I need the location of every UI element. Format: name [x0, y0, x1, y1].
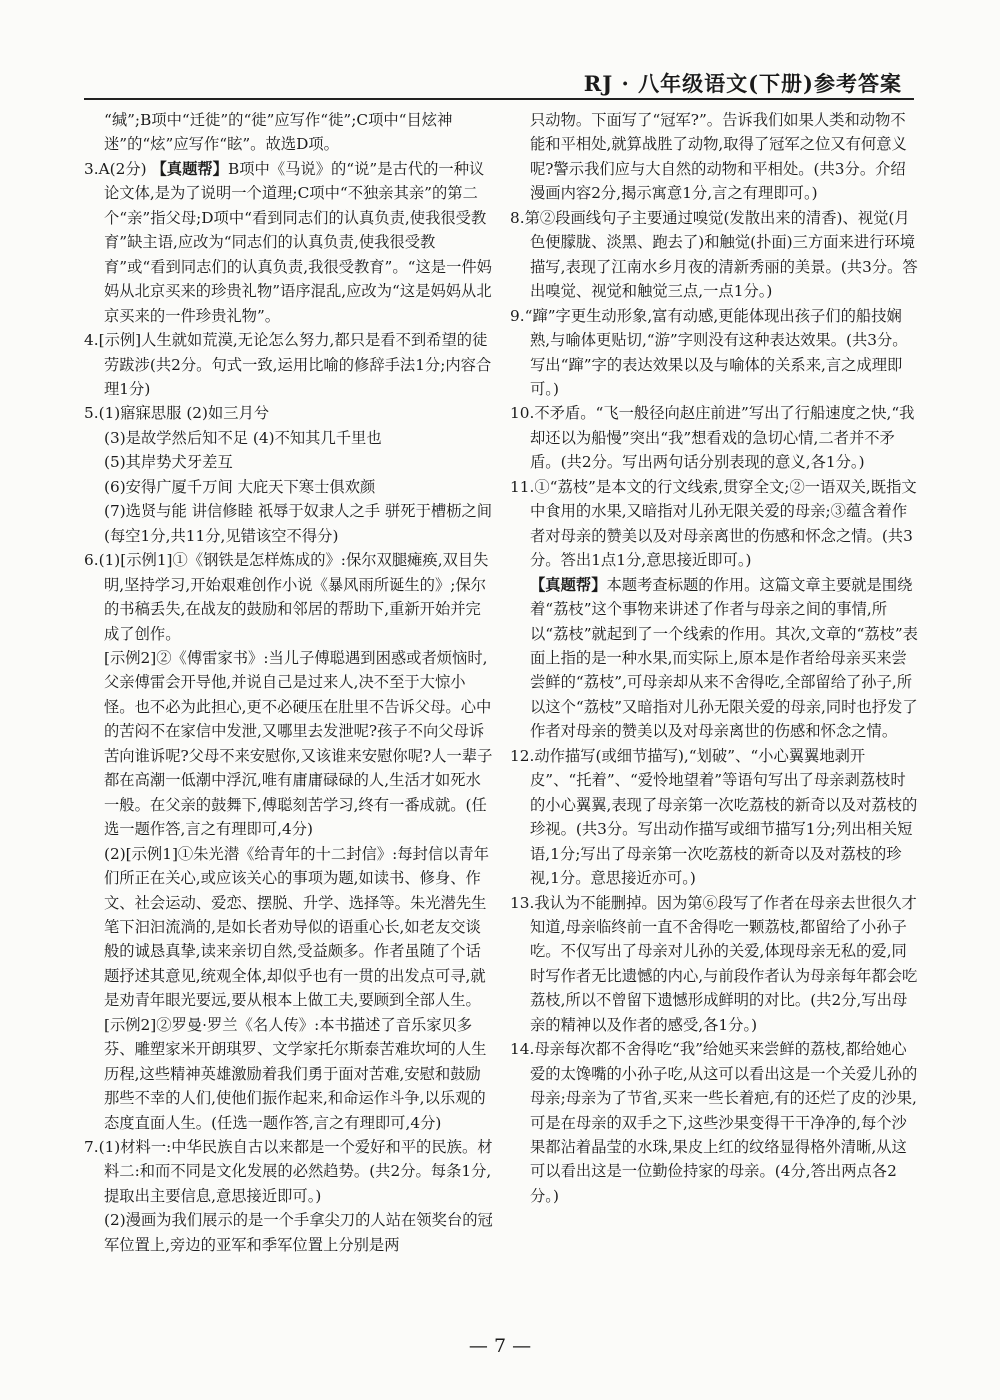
answer-5-line: (7)选贤与能 讲信修睦 祇辱于奴隶人之手 骈死于槽枥之间(每空1分,共11分,见错该空不得分) [104, 502, 493, 545]
answer-6-2-example-2: [示例2]②罗曼·罗兰《名人传》:本书描述了音乐家贝多芬、雕塑家米开朗琪罗、文学家托尔斯泰苦难坎坷的人生历程,这些精神英雄激励着我们勇于面对苦难,安慰和鼓励那些不幸的人们,使他们振作起来,和命运作斗争,以乐观的态度直面人生。(任选一题作答,言之有理即可,4分) [104, 1015, 487, 1132]
answer-10: 10.不矛盾。“飞一般径向赵庄前进”写出了行船速度之快,“我却还以为船慢”突出“我”想看戏的急切心情,二者并不矛盾。(共2分。写出两句话分别表现的意义,各1分。) [510, 404, 915, 472]
answer-11-tip [510, 573, 920, 744]
answer-5-line: (3)是故学然后知不足 (4)不知其几千里也 [104, 428, 382, 447]
answer-7-2: (2)漫画为我们展示的是一个手拿尖刀的人站在领奖台的冠军位置上,旁边的亚军和季军位置上分别是两 [104, 1211, 493, 1254]
answer-6-1-example-2: [示例2]②《傅雷家书》:当儿子傅聪遇到困惑或者烦恼时,父亲傅雷会开导他,并说自己是过来人,决不至于大惊小怪。也不必为此担心,更不必硬压在肚里不告诉父母。心中的苦闷不在家信中发泄,又哪里去发泄呢?孩子不向父母诉苦向谁诉呢?父母不来安慰你,又该谁来安慰你呢?人一辈子都在高潮一低潮中浮沉,唯有庸庸碌碌的人,生活才如死水一般。在父亲的鼓舞下,傅聪刻苦学习,终有一番成就。(任选一题作答,言之有理即可,4分) [104, 648, 493, 839]
answer-5-line: (5)其岸势犬牙差互 [104, 453, 233, 472]
answer-6-2-example-1: (2)[示例1]①朱光潜《给青年的十二封信》:每封信以青年们所正在关心,或应该关心的事项为题,如读书、修身、作文、社会运动、爱恋、摆脱、升学、选择等。朱光潜先生笔下汩汩流淌的,是如长者劝导似的语重心长,如老友交谈般的诚恳真挚,读来亲切自然,受益颇多。作者虽随了个话题抒述其意见,统观全体,却似乎也有一贯的出发点可寻,就是劝青年眼光要远,要从根本上做工夫,要顾到全部人生。 [104, 844, 490, 1010]
answer-3-body: B项中《马说》的“说”是古代的一种议论文体,是为了说明一个道理;C项中“不独亲其亲”的第二个“亲”指父母;D项中“看到同志们的认真负责,使我很受教育”缺主语,应改为“同志们的认真负责,使我很受教育”或“看到同志们的认真负责,我很受教育”。“这是一件妈妈从北京买来的珍贵礼物”语序混乱,应改为“这是妈妈从北京买来的一件珍贵礼物”。 [104, 159, 492, 325]
page-header-title: RJ · 八年级语文(下册)参考答案 [583, 71, 902, 96]
answer-12: 12.动作描写(或细节描写),“划破”、“小心翼翼地剥开皮”、“托着”、“爱怜地望着”等语句写出了母亲剥荔枝时的小心翼翼,表现了母亲第一次吃荔枝的新奇以及对荔枝的珍视。(共3分。写出动作描写或细节描写1分;列出相关短语,1分;写出了母亲第一次吃荔枝的新奇以及对荔枝的珍视,1分。意思接近亦可。) [510, 746, 918, 888]
answer-6-1-example-1: 6.(1)[示例1]①《钢铁是怎样炼成的》:保尔双腿瘫痪,双目失明,坚持学习,开始艰难创作小说《暴风雨所诞生的》;保尔的书稿丢失,在战友的鼓励和邻居的帮助下,重新开始并完成了创作。 [84, 551, 489, 643]
right-column [510, 108, 920, 1208]
answer-3-head: 3.A(2分) [84, 159, 152, 178]
answer-14: 14.母亲每次都不舍得吃“我”给她买来尝鲜的荔枝,都给她心爱的太馋嘴的小孙子吃,从这可以看出这是一个关爱儿孙的母亲;母亲为了节省,买来一些长着疤,有的还烂了皮的沙果,可是在母亲的双手之下,这些沙果变得干干净净的,每个沙果都沾着晶莹的水珠,果皮上红的纹络显得格外清晰,从这可以看出这是一位勤俭持家的母亲。(4分,答出两点各2分。) [510, 1040, 918, 1205]
answer-7-1: 7.(1)材料一:中华民族自古以来都是一个爱好和平的民族。材料二:和而不同是文化发展的必然趋势。(共2分。每条1分,提取出主要信息,意思接近即可。) [84, 1138, 493, 1205]
answer-paragraph: “缄”;B项中“迁徙”的“徙”应写作“徙”;C项中“目炫神迷”的“炫”应写作“眩”。故选D项。 [104, 111, 453, 154]
answer-11-tip-body: 本题考查标题的作用。这篇文章主要就是围绕着“荔枝”这个事物来讲述了作者与母亲之间的事情,所以“荔枝”就起到了一个线索的作用。其次,文章的“荔枝”表面上指的是一种水果,而实际上,原本是作者给母亲买来尝尝鲜的“荔枝”,可母亲却从来不舍得吃,全部留给了孙子,所以这个“荔枝”又暗指对儿孙无限关爱的母亲,同时也抒发了作者对母亲的赞美以及对母亲离世的伤感和怀念之情。 [530, 575, 918, 741]
answer-7-2-cont: 只动物。下面写了“冠军?”。告诉我们如果人类和动物不能和平相处,就算战胜了动物,取得了冠军之位又有何意义呢?警示我们应与大自然的动物和平相处。(共3分。介绍漫画内容2分,揭示寓意1分,言之有理即可。) [530, 111, 907, 203]
header-rule [84, 98, 914, 100]
answer-4: 4.[示例]人生就如荒漠,无论怎么努力,都只是看不到希望的徒劳跋涉(共2分。句式一致,运用比喻的修辞手法1分;内容合理1分) [84, 331, 492, 398]
answer-5-line: (6)安得广厦千万间 大庇天下寒士俱欢颜 [104, 477, 376, 496]
answer-11: 11.①“荔枝”是本文的行文线索,贯穿全文;②一语双关,既指文中食用的水果,又暗指对儿孙无限关爱的母亲;③蕴含着作者对母亲的赞美以及对母亲离世的伤感和怀念之情。(共3分。答出1点1分,意思接近即可。) [510, 477, 917, 570]
answer-8: 8.第②段画线句子主要通过嗅觉(发散出来的清香)、视觉(月色便朦胧、淡黑、跑去了)和触觉(扑面)三方面来进行环境描写,表现了江南水乡月夜的清新秀丽的美景。(共3分。答出嗅觉、视觉和触觉三点,一点1分。) [510, 208, 918, 301]
left-column [84, 108, 494, 1257]
tip-label: 【真题帮】 [151, 159, 228, 178]
tip-label: 【真题帮】 [530, 575, 607, 594]
answer-5-line: 5.(1)寤寐思服 (2)如三月兮 [84, 404, 270, 423]
answer-3 [84, 157, 494, 328]
page-number: — 7 — [468, 1335, 532, 1357]
answer-13: 13.我认为不能删掉。因为第⑥段写了作者在母亲去世很久才知道,母亲临终前一直不舍得吃一颗荔枝,都留给了小孙子吃。不仅写出了母亲对儿孙的关爱,体现母亲无私的爱,同时写作者无比遗憾的内心,与前段作者认为母亲每年都会吃荔枝,所以不曾留下遗憾形成鲜明的对比。(共2分,写出母亲的精神以及作者的感受,各1分。) [510, 893, 918, 1034]
answer-9: 9.“蹿”字更生动形象,富有动感,更能体现出孩子们的船技娴熟,与喻体更贴切,“游”字则没有这种表达效果。(共3分。写出“蹿”字的表达效果以及与喻体的关系来,言之成理即可。) [510, 306, 908, 398]
